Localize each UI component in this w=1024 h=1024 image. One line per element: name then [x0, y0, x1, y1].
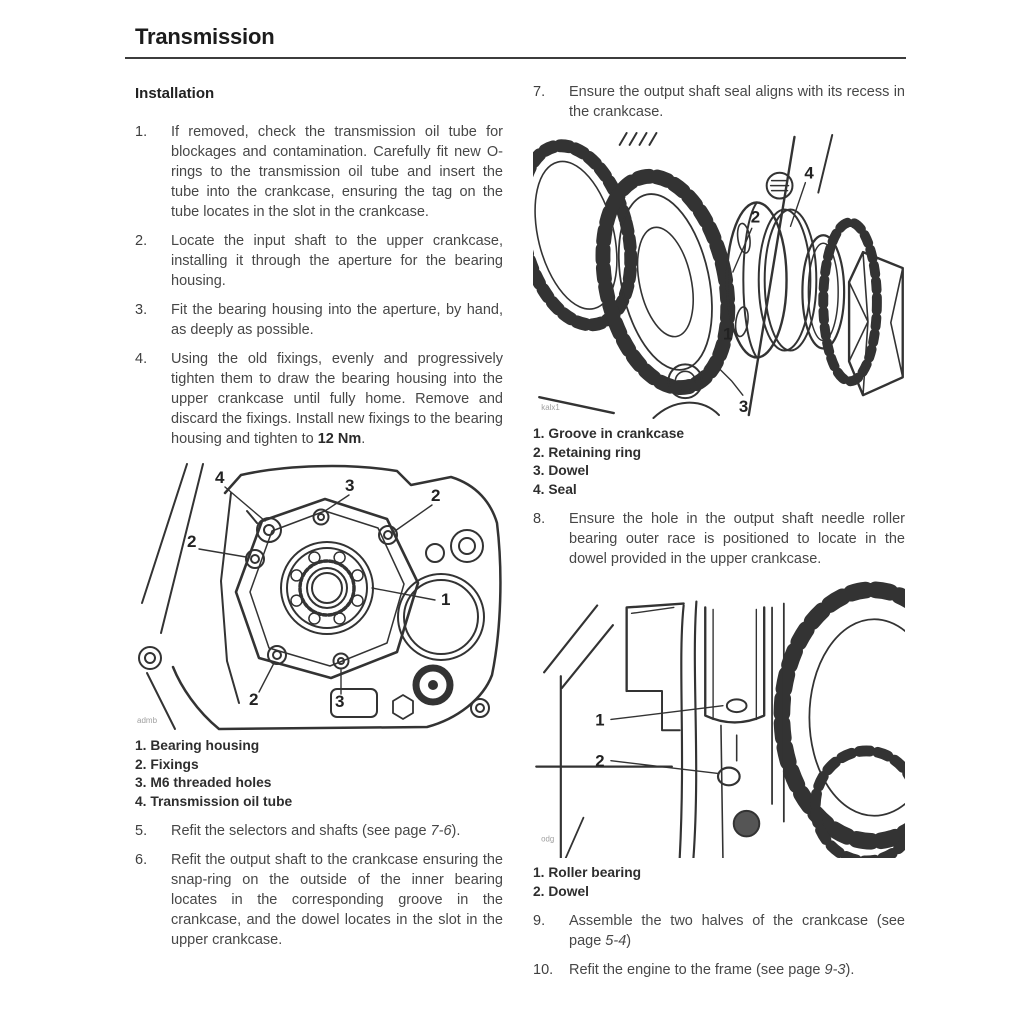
title-rule — [125, 57, 906, 59]
caption-line: 3. M6 threaded holes — [135, 775, 272, 790]
step-9 — [533, 911, 905, 951]
callout-leader-lines — [199, 487, 435, 694]
caption-line: 1. Groove in crankcase — [533, 426, 685, 441]
left-column — [135, 82, 503, 959]
step-10 — [533, 960, 905, 980]
callout-2: 2 — [595, 751, 605, 771]
step-text: Ensure the output shaft seal aligns with its recess in the crankcase. — [569, 84, 905, 120]
step-number: 3. — [135, 302, 148, 318]
figure1-captions — [135, 737, 503, 811]
step-number: 10. — [533, 962, 554, 978]
callout-1: 1 — [441, 590, 451, 609]
step-text: Refit the engine to the frame (see page 9-3). — [569, 962, 855, 978]
step-text: Assemble the two halves of the crankcase (see page 5-4) — [569, 913, 905, 949]
figure-bearing-housing — [135, 461, 503, 731]
figure-watermark: admb — [137, 716, 158, 725]
figure-watermark: kalx1 — [541, 403, 560, 413]
step-1 — [135, 122, 503, 222]
callout-1: 1 — [722, 324, 733, 344]
step-text: Locate the input shaft to the upper crankcase, installing it through the aperture for the bearing housing. — [171, 233, 503, 289]
section-heading: Installation — [135, 85, 215, 102]
step-4 — [135, 349, 503, 449]
step-text: Refit the selectors and shafts (see page 7-6). — [171, 823, 461, 839]
step-6 — [135, 850, 503, 950]
callout-2: 2 — [750, 207, 761, 227]
figure-watermark: odg — [541, 834, 555, 844]
step-number: 9. — [533, 913, 546, 929]
caption-line: 2. Dowel — [533, 883, 589, 899]
figure-output-shaft-seal — [533, 131, 905, 419]
callout-4: 4 — [804, 163, 814, 183]
step-2 — [135, 231, 503, 291]
callout-1: 1 — [595, 710, 605, 730]
caption-line: 3. Dowel — [533, 463, 589, 478]
step-number: 5. — [135, 823, 148, 839]
step-text: If removed, check the transmission oil tube for blockages and contamination. Carefully fit new O-rings to the transmission oil tube and insert the tube into the crankcase, ensuring the tag on the tube locates in the slot in the crankcase. — [171, 124, 503, 220]
step-number: 4. — [135, 351, 148, 367]
step-text: Using the old fixings, evenly and progressively tighten them to draw the bearing housing into the upper crankcase until fully home. Remove and discard the fixings. Install new fixings to the bearing housing and tighten to 12 Nm. — [171, 351, 503, 447]
caption-line: 2. Retaining ring — [533, 444, 642, 460]
callout-3: 3 — [738, 397, 749, 417]
caption-line: 4. Seal — [533, 481, 577, 497]
step-text: Fit the bearing housing into the aperture, by hand, as deeply as possible. — [171, 302, 503, 338]
right-column — [533, 82, 905, 989]
figure2-captions — [533, 425, 905, 499]
caption-line: 4. Transmission oil tube — [135, 793, 293, 809]
caption-line: 2. Fixings — [135, 756, 199, 772]
step-number: 7. — [533, 84, 546, 100]
caption-line: 1. Bearing housing — [135, 738, 260, 753]
step-8 — [533, 509, 905, 569]
step-text: Refit the output shaft to the crankcase ensuring the snap-ring on the outside of the inner bearing locates in the corresponding groove in the crankcase, and the dowel locates in the slot in the upper crankcase. — [171, 852, 503, 948]
page-title: Transmission — [135, 24, 275, 49]
step-number: 1. — [135, 124, 148, 140]
step-5 — [135, 821, 503, 841]
callout-2-bottom: 2 — [249, 690, 259, 709]
callout-2-left: 2 — [187, 532, 197, 551]
figure-roller-bearing — [533, 578, 905, 858]
step-number: 8. — [533, 511, 546, 527]
callout-4: 4 — [215, 468, 225, 487]
step-7 — [533, 82, 905, 122]
callout-3-bottom: 3 — [335, 692, 345, 711]
step-text: Ensure the hole in the output shaft needle roller bearing outer race is positioned to locate in the dowel provided in the upper crankcase. — [569, 511, 905, 567]
callout-3-top: 3 — [345, 476, 355, 495]
step-number: 6. — [135, 852, 148, 868]
figure3-captions — [533, 864, 905, 901]
callout-2-topright: 2 — [431, 486, 441, 505]
step-3 — [135, 300, 503, 340]
caption-line: 1. Roller bearing — [533, 865, 642, 880]
step-number: 2. — [135, 233, 148, 249]
